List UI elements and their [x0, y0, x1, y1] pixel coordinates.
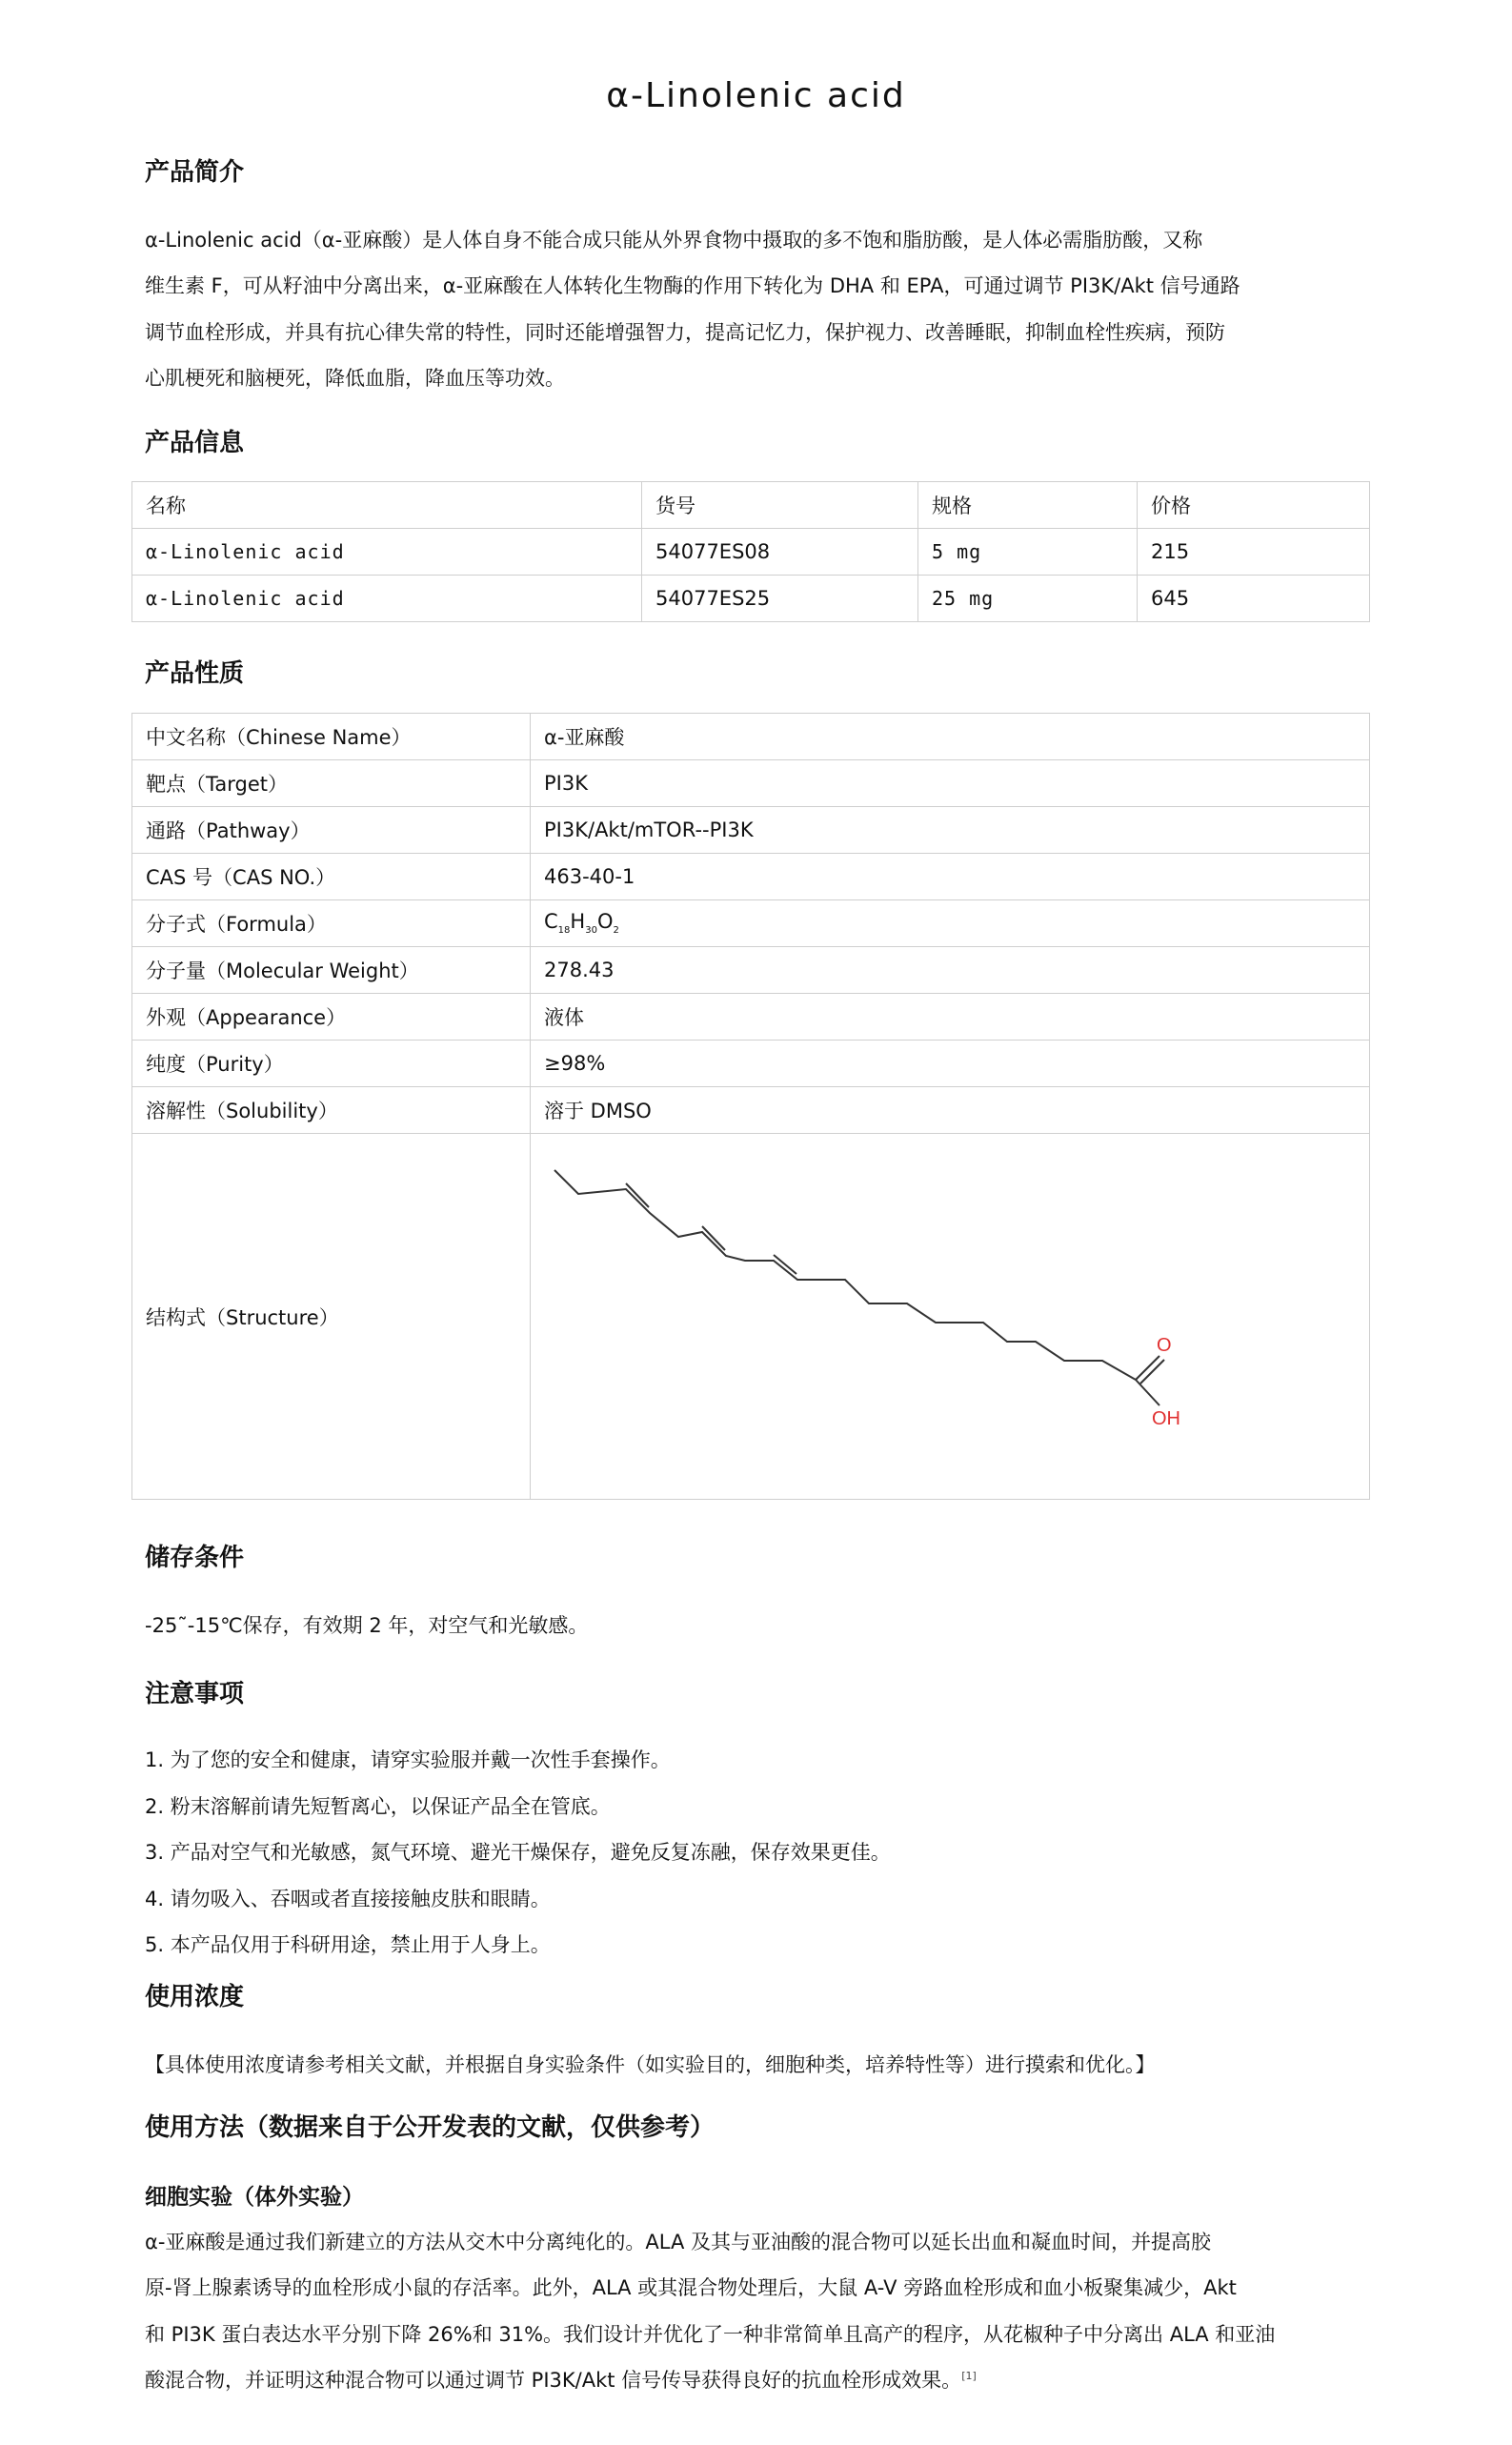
table-row	[132, 900, 1370, 947]
props-heading: 产品性质	[145, 659, 245, 688]
method-heading: 使用方法（数据来自于公开发表的文献，仅供参考）	[145, 2113, 716, 2142]
prop-value: PI3K	[531, 760, 1370, 807]
intro-line: 维生素 F，可从籽油中分离出来，α-亚麻酸在人体转化生物酶的作用下转化为 DHA 和 EPA，可通过调节 PI3K/Akt 信号通路	[145, 274, 1240, 297]
intro-heading: 产品简介	[145, 158, 245, 187]
table-header-cell: 货号	[642, 482, 918, 529]
formula-element: O	[596, 910, 614, 934]
prop-value: α-亚麻酸	[531, 714, 1370, 760]
table-cell: α-Linolenic acid	[132, 576, 642, 622]
table-header-cell: 规格	[918, 482, 1138, 529]
formula-count: 2	[613, 925, 619, 937]
formula-count: 18	[557, 925, 571, 937]
note-item: 4. 请勿吸入、吞咽或者直接接触皮肤和眼睛。	[145, 1888, 551, 1910]
table-cell: 25 mg	[918, 576, 1138, 622]
cell-line: 和 PI3K 蛋白表达水平分别下降 26%和 31%。我们设计并优化了一种非常简单且高产的程序，从花椒种子中分离出 ALA 和亚油	[145, 2323, 1276, 2346]
prop-value: 液体	[531, 994, 1370, 1041]
table-row	[132, 947, 1370, 994]
note-item: 2. 粉末溶解前请先短暂离心，以保证产品全在管底。	[145, 1795, 611, 1818]
cell-line: α-亚麻酸是通过我们新建立的方法从交木中分离纯化的。ALA 及其与亚油酸的混合物可以延长出血和凝血时间，并提高胶	[145, 2231, 1212, 2253]
prop-value: ≥98%	[531, 1041, 1370, 1087]
prop-value: 278.43	[531, 947, 1370, 994]
structure-label: 结构式（Structure）	[132, 1134, 531, 1500]
table-row	[132, 760, 1370, 807]
table-cell: 645	[1138, 576, 1370, 622]
prop-value: 溶于 DMSO	[531, 1087, 1370, 1134]
molecule-structure	[531, 1134, 1369, 1494]
table-header-cell: 价格	[1138, 482, 1370, 529]
storage-text: -25˜-15℃保存，有效期 2 年，对空气和光敏感。	[145, 1614, 589, 1637]
table-cell: 215	[1138, 529, 1370, 576]
table-row	[132, 1134, 1370, 1500]
table-cell: 54077ES08	[642, 529, 918, 576]
prop-label: 靶点（Target）	[132, 760, 531, 807]
prop-value: PI3K/Akt/mTOR--PI3K	[531, 807, 1370, 854]
hydroxyl-atom-label: OH	[1152, 1408, 1180, 1429]
formula-count: 30	[585, 925, 597, 937]
intro-line: α-Linolenic acid（α-亚麻酸）是人体自身不能合成只能从外界食物中摄取的多不饱和脂肪酸，是人体必需脂肪酸，又称	[145, 229, 1203, 252]
prop-label: 外观（Appearance）	[132, 994, 531, 1041]
table-cell: 5 mg	[918, 529, 1138, 576]
prop-label: 分子量（Molecular Weight）	[132, 947, 531, 994]
prop-label: 通路（Pathway）	[132, 807, 531, 854]
page-title: α-Linolenic acid	[606, 76, 906, 115]
hydroxyl-bond	[1136, 1380, 1159, 1405]
intro-line: 心肌梗死和脑梗死，降低血脂，降血压等功效。	[145, 367, 565, 390]
info-table	[131, 481, 1370, 622]
note-item: 1. 为了您的安全和健康，请穿实验服并戴一次性手套操作。	[145, 1748, 671, 1771]
cell-line-text: 酸混合物，并证明这种混合物可以通过调节 PI3K/Akt 信号传导获得良好的抗血栓形成效果。	[145, 2369, 962, 2392]
conc-heading: 使用浓度	[145, 1983, 245, 2011]
cell-line	[145, 2365, 977, 2394]
note-item: 3. 产品对空气和光敏感，氮气环境、避光干燥保存，避免反复冻融，保存效果更佳。	[145, 1841, 891, 1864]
table-cell: 54077ES25	[642, 576, 918, 622]
structure-cell	[531, 1134, 1370, 1500]
oxygen-atom-label: O	[1157, 1335, 1172, 1356]
table-row	[132, 854, 1370, 900]
table-row	[132, 714, 1370, 760]
double-bond	[626, 1183, 649, 1207]
table-row	[132, 807, 1370, 854]
prop-value: 463-40-1	[531, 854, 1370, 900]
table-row	[132, 576, 1370, 622]
storage-heading: 储存条件	[145, 1544, 245, 1572]
prop-label: 溶解性（Solubility）	[132, 1087, 531, 1134]
table-header-cell: 名称	[132, 482, 642, 529]
table-row	[132, 529, 1370, 576]
cell-experiment-heading: 细胞实验（体外实验）	[145, 2185, 364, 2210]
cell-line: 原-肾上腺素诱导的血栓形成小鼠的存活率。此外，ALA 或其混合物处理后，大鼠 A-V 旁路血栓形成和血小板聚集减少，Akt	[145, 2276, 1237, 2299]
table-cell: α-Linolenic acid	[132, 529, 642, 576]
prop-label: 中文名称（Chinese Name）	[132, 714, 531, 760]
intro-line: 调节血栓形成，并具有抗心律失常的特性，同时还能增强智力，提高记忆力，保护视力、改善睡眠，抑制血栓性疾病，预防	[145, 321, 1225, 344]
table-row	[132, 994, 1370, 1041]
double-bond	[702, 1226, 725, 1250]
table-row	[132, 1041, 1370, 1087]
notes-heading: 注意事项	[145, 1680, 245, 1708]
formula-element: H	[570, 910, 586, 934]
prop-label: 分子式（Formula）	[132, 900, 531, 947]
note-item: 5. 本产品仅用于科研用途，禁止用于人身上。	[145, 1933, 551, 1956]
table-row	[132, 1087, 1370, 1134]
table-header-row	[132, 482, 1370, 529]
citation-marker[interactable]: [1]	[961, 2370, 977, 2382]
conc-text: 【具体使用浓度请参考相关文献，并根据自身实验条件（如实验目的，细胞种类，培养特性等）进行摸索和优化。】	[145, 2053, 1156, 2076]
formula-element: C	[544, 910, 558, 934]
carbon-chain	[554, 1170, 1164, 1405]
chain-bonds	[554, 1170, 1136, 1380]
info-heading: 产品信息	[145, 429, 245, 457]
prop-label: 纯度（Purity）	[132, 1041, 531, 1087]
prop-label: CAS 号（CAS NO.）	[132, 854, 531, 900]
props-table	[131, 713, 1370, 1500]
formula-value	[531, 900, 1370, 947]
